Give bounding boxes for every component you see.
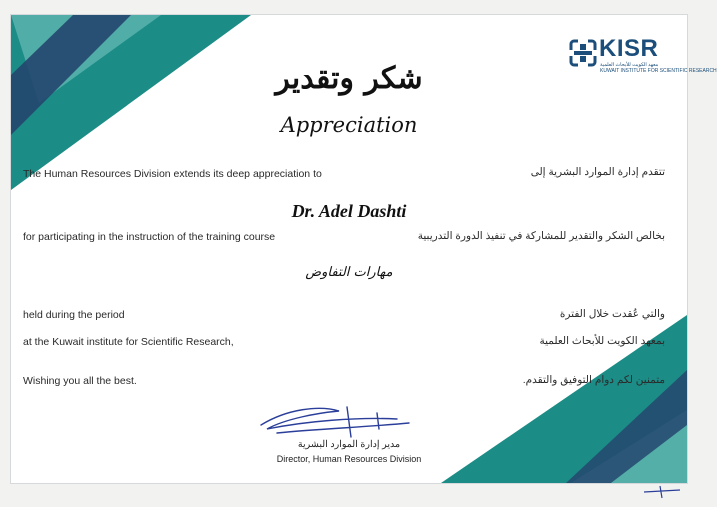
line1-arabic: تتقدم إدارة الموارد البشرية إلى (530, 166, 665, 178)
title-arabic: شكر وتقدير (275, 61, 423, 96)
title-english: Appreciation (280, 113, 418, 137)
logo-arabic-name: معهد الكويت للأبحاث العلمية (600, 62, 659, 68)
logo-name: KISR (599, 35, 659, 62)
logo-english-name: KUWAIT INSTITUTE FOR SCIENTIFIC RESEARCH (600, 68, 717, 74)
line5-arabic: متمنين لكم دوام التوفيق والتقدم. (522, 374, 665, 386)
line3-english: held during the period (23, 309, 125, 321)
handwritten-signature (247, 403, 417, 443)
signatory-title-arabic: مدير إدارة الموارد البشرية (297, 439, 401, 450)
pen-mark (640, 482, 690, 502)
line4-english: at the Kuwait institute for Scientific Research, (23, 336, 234, 348)
signatory-title-english: Director, Human Resources Division (276, 454, 422, 464)
recipient-name: Dr. Adel Dashti (291, 201, 407, 221)
line1-english: The Human Resources Division extends its deep appreciation to (23, 168, 322, 180)
line2-arabic: بخالص الشكر والتقدير للمشاركة في تنفيذ الدورة التدريبية (417, 230, 665, 242)
line4-arabic: بمعهد الكويت للأبحاث العلمية (539, 335, 665, 347)
line2-english: for participating in the instruction of the training course (23, 231, 276, 243)
line5-english: Wishing you all the best. (23, 375, 137, 387)
line3-arabic: والتي عُقدت خلال الفترة (559, 308, 665, 320)
course-name: مهارات التفاوض (305, 265, 393, 280)
certificate (10, 14, 717, 484)
